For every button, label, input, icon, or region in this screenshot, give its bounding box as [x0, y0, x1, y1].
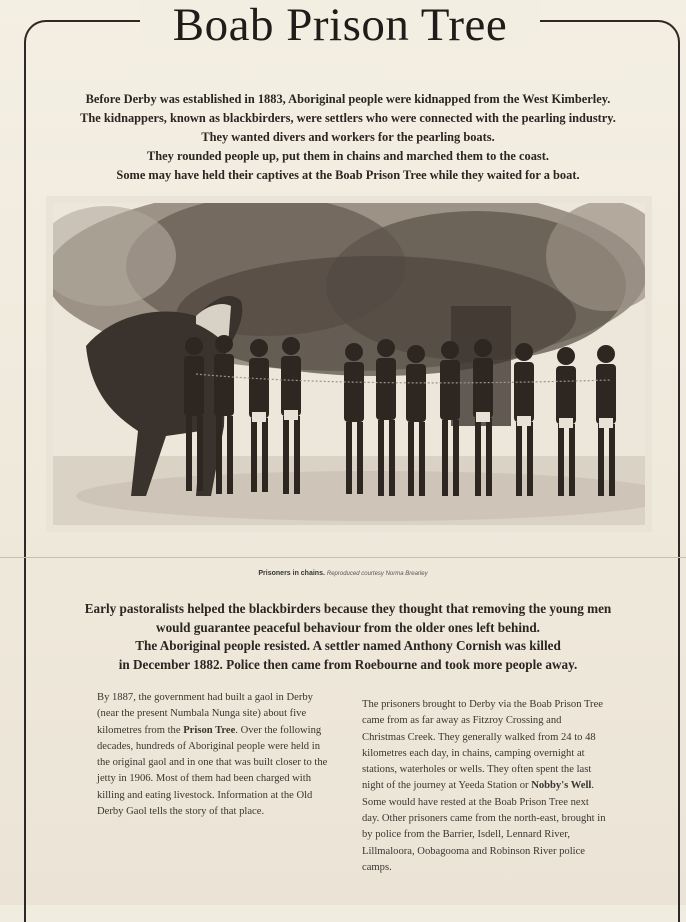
- prisoners-text-start: The prisoners brought to Derby via the Boab Prison Tree came from as far away as Fitzroy Crossing and Christmas Creek. They generally walked from 24 to 48 kilometres each day, in chains, camping overnight at stations, waterholes or wells. They often spent the last night of the journey at Yeeda Station or: [362, 699, 603, 792]
- prisoners-paragraph: [362, 697, 606, 876]
- prison-tree-highlight: Prison Tree: [183, 724, 236, 736]
- mid-line: would guarantee peaceful behaviour from the older ones left behind.: [156, 619, 540, 635]
- intro-text: [60, 90, 636, 185]
- intro-line: Some may have held their captives at the Boab Prison Tree while they waited for a boat.: [116, 168, 580, 182]
- intro-line: They wanted divers and workers for the pearling boats.: [201, 130, 495, 144]
- gaol-paragraph: [97, 690, 329, 820]
- historical-photo: [46, 196, 652, 532]
- photo-caption: [0, 570, 686, 577]
- mid-line: in December 1882. Police then came from Roebourne and took more people away.: [118, 656, 578, 672]
- page-title: Boab Prison Tree: [140, 0, 540, 52]
- intro-line: Before Derby was established in 1883, Aboriginal people were kidnapped from the West Kimberley.: [85, 92, 611, 106]
- gaol-column: [97, 690, 329, 820]
- mid-line: Early pastoralists helped the blackbirders because they thought that removing the young men: [84, 601, 612, 616]
- mid-line: The Aboriginal people resisted. A settler named Anthony Cornish was killed: [135, 638, 561, 653]
- pastoralists-text: [70, 600, 626, 674]
- prisoners-text-end: . Some would have rested at the Boab Prison Tree next day. Other prisoners came from the north-east, brought in by police from the Barrier, Isdell, Lennard River, Lillmaloora, Oobagooma and Robinson River police camps.: [362, 780, 606, 873]
- nobbys-well-highlight: Nobby's Well: [531, 780, 592, 792]
- prisoners-photo-illustration: [46, 196, 652, 532]
- caption-title: Prisoners in chains.: [258, 570, 325, 577]
- caption-credit: Reproduced courtesy Norma Brearley: [326, 571, 428, 577]
- intro-line: They rounded people up, put them in chains and marched them to the coast.: [147, 149, 549, 163]
- gaol-text-start: By 1887, the government had built a gaol in Derby (near the present Numbala Nunga site) about five kilometres from the: [97, 692, 313, 736]
- panel-seam: [0, 557, 686, 558]
- prisoners-column: [362, 697, 606, 876]
- gaol-text-end: . Over the following decades, hundreds of Aboriginal people were held in the original gaol and in one that was built closer to the jetty in 1906. Most of them had been charged with killing and eating livestock. Information at the Old Derby Gaol tells the story of that place.: [97, 724, 328, 818]
- intro-line: The kidnappers, known as blackbirders, were settlers who were connected with the pearling industry.: [80, 111, 616, 125]
